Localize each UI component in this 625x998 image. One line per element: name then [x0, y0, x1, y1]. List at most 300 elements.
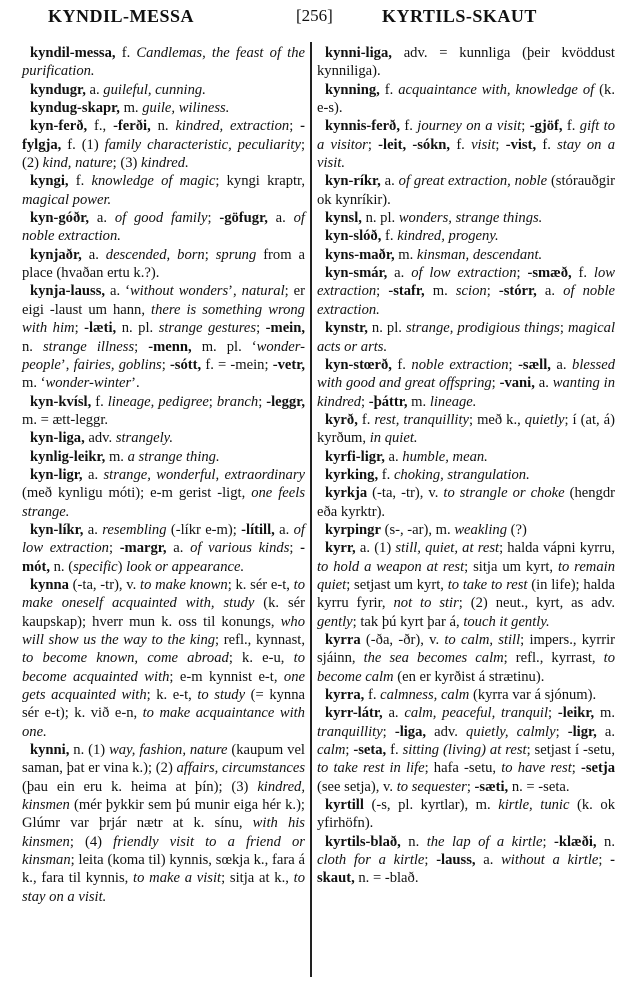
definition-text: magical acts or arts. — [317, 320, 616, 355]
definition-text: of noble extraction. — [317, 283, 616, 318]
headword: kyn-ligr, — [30, 466, 83, 483]
text: f. — [379, 81, 399, 98]
text: ; — [134, 338, 149, 355]
definition-text: strangely. — [115, 430, 173, 447]
text: (-ta, -tr), v. — [367, 485, 444, 502]
text: ; — [258, 393, 267, 410]
column-divider — [310, 42, 312, 977]
definition-text: to study — [197, 687, 246, 704]
definition-text: to take rest in life — [317, 760, 425, 777]
text: f. — [378, 466, 394, 483]
definition-text: to become calm — [317, 650, 615, 685]
headword: -klæði, — [554, 833, 597, 850]
definition-text: to strangle or choke — [443, 485, 565, 502]
headword: kyrtils-blað, — [325, 833, 401, 850]
headword: kyn-slóð, — [325, 228, 382, 245]
dictionary-entry — [317, 117, 615, 172]
headword: kyndil-messa, — [30, 45, 116, 61]
dictionary-entry — [317, 521, 615, 539]
text: ; leita (koma til) kynnis, sœkja k., fara á k., fara til kynnis, — [22, 852, 305, 887]
headword: kyndugr, — [30, 81, 86, 98]
text: ; — [208, 393, 217, 410]
headword: -sæll, — [518, 356, 551, 373]
text: ; í (at, á) kyrðum, — [317, 411, 615, 447]
text: a. — [83, 521, 103, 538]
text: (k. e-s). — [317, 81, 615, 117]
text: m. = ætt-leggr. — [22, 411, 109, 428]
text: ; refl., kyrrast, — [503, 650, 604, 667]
dictionary-entry — [22, 282, 305, 392]
text: ; (4) — [69, 833, 114, 850]
text: m. — [424, 283, 456, 300]
definition-text: fairies, goblins — [73, 356, 162, 373]
definition-text: to stay on a visit. — [22, 870, 305, 905]
definition-text: guileful, cunning. — [103, 81, 206, 98]
text: f. — [562, 118, 580, 135]
text: ’, — [228, 283, 242, 300]
definition-text: kinsman, descendant. — [416, 246, 543, 263]
definition-text: of low extraction — [22, 521, 305, 557]
definition-text: scion — [455, 283, 487, 300]
definition-text: to take to rest — [447, 576, 528, 593]
text: ; — [382, 723, 395, 740]
definition-text: lineage, pedigree — [107, 393, 209, 410]
text: ; — [466, 778, 475, 795]
text: f., — [87, 118, 114, 135]
dictionary-entry — [22, 429, 305, 447]
headword: kyn-kvísl, — [30, 393, 92, 410]
definition-text: blessed with good and great offspring — [317, 356, 615, 392]
text: f. — [391, 356, 412, 373]
definition-text: branch — [216, 393, 259, 410]
text: adv. — [84, 430, 116, 447]
definition-text: of good family — [114, 210, 208, 227]
text: n. = -seta. — [508, 778, 570, 795]
headword: -mót, — [22, 540, 305, 575]
text: (með kynligu móti); e-m gerist -ligt, — [22, 485, 252, 502]
headword: -stafr, — [388, 283, 425, 300]
text: f. = -mein; — [201, 356, 273, 373]
text: ; — [542, 833, 555, 850]
definition-text: lineage. — [429, 393, 477, 410]
definition-text: quietly — [524, 411, 565, 428]
definition-text: kindred. — [141, 155, 189, 172]
definition-text: to make oneself acquainted with, study — [22, 576, 305, 612]
text: (-ða, -ðr), v. — [360, 632, 445, 648]
definition-text: to become acquainted with — [22, 650, 305, 685]
definition-text: noble extraction — [411, 356, 509, 373]
headword: -stórr, — [498, 283, 537, 300]
text: a. ‘ — [105, 283, 130, 300]
headword: kynnis-ferð, — [325, 118, 400, 135]
definition-text: wonder-people — [22, 338, 306, 373]
text: ; sitja um kyrt, — [464, 558, 558, 575]
definition-text: in quiet. — [369, 430, 418, 447]
definition-text: choking, strangulation. — [393, 466, 530, 483]
text: (-ta, -tr), v. — [68, 576, 141, 593]
headword: -lítill, — [241, 521, 275, 538]
headword: -skaut, — [317, 852, 615, 887]
headword: -smæð, — [527, 265, 572, 282]
text: ; setjast um kyrt, — [346, 576, 448, 593]
dictionary-entry — [22, 117, 305, 172]
text: f. — [386, 742, 403, 759]
definition-text: to make known — [140, 576, 228, 593]
text: a. — [536, 283, 564, 300]
definition-text: of low extraction — [411, 265, 517, 282]
text: a. — [387, 265, 412, 282]
headword: -vani, — [499, 375, 535, 392]
headword: kyrra, — [325, 687, 365, 704]
text: ; — [571, 760, 581, 777]
headword: kynning, — [325, 81, 380, 98]
dictionary-entry — [317, 539, 615, 631]
text: f. — [536, 136, 558, 153]
headword: -vetr, — [272, 356, 305, 373]
definition-text: not to stir — [393, 595, 459, 612]
definition-text: calm, peaceful, tranquil — [404, 705, 549, 722]
definition-text: resembling — [102, 521, 167, 538]
dictionary-entry — [317, 631, 615, 686]
headword: kyn-smár, — [325, 265, 388, 282]
dictionary-entry — [22, 246, 305, 283]
definition-text: kind, nature — [42, 155, 113, 172]
text: a. — [85, 81, 104, 98]
text: ; kyngi kraptr, — [215, 173, 305, 190]
text: n. pl. — [361, 210, 399, 227]
text: ; — [521, 118, 530, 135]
headword: kyn-góðr, — [30, 210, 90, 227]
text: a. — [382, 705, 405, 722]
definition-text: friendly visit to a friend or kinsman — [22, 833, 305, 869]
headword: kyrfi-ligr, — [325, 448, 385, 465]
headword: kynlig-leikr, — [30, 448, 106, 465]
text: a. — [534, 375, 553, 392]
headword: kyndug-skapr, — [30, 100, 120, 117]
text: ; — [424, 852, 437, 869]
dictionary-entry — [22, 521, 305, 576]
text: ; — [361, 393, 369, 410]
definition-text: strange, prodigious things — [405, 320, 560, 337]
text: a. — [475, 852, 502, 869]
text: m. ‘ — [22, 375, 46, 392]
headword: kynni-liga, — [325, 45, 392, 61]
text: ; k. e-u, — [228, 650, 294, 667]
dictionary-entry — [22, 99, 305, 117]
definition-text: family characteristic, peculiarity — [104, 136, 301, 153]
definition-text: one feels strange. — [22, 485, 305, 520]
text: ; — [108, 540, 120, 557]
definition-text: weakling — [454, 521, 508, 538]
text: ; — [491, 375, 500, 392]
dictionary-entry — [317, 319, 615, 356]
text: f. — [91, 393, 108, 410]
definition-text: kindred, progeny. — [397, 228, 499, 245]
left-column — [22, 44, 305, 906]
text: adv. — [426, 723, 467, 740]
definition-text: to remain quiet — [317, 558, 615, 593]
text: n. ( — [49, 558, 74, 575]
text: n. pl. — [116, 320, 159, 337]
headword: -læti, — [84, 320, 117, 337]
text: (k. sér kaupskap); hverr mun k. oss til konungs, — [22, 595, 305, 630]
text: m. — [105, 448, 128, 465]
definition-text: look or appearance. — [126, 558, 245, 575]
definition-text: stay on a visit. — [317, 136, 616, 172]
text: ; — [161, 356, 170, 373]
text: ; — [74, 320, 85, 337]
dictionary-entry — [317, 686, 615, 704]
definition-text: to sequester — [396, 778, 467, 795]
headword: -menn, — [148, 338, 192, 355]
text: f. (1) — [61, 136, 105, 153]
text: ; halda vápni kyrru, — [499, 540, 615, 557]
definition-text: sitting (living) at rest — [402, 742, 527, 759]
text: ; er eigi -laust um hann, — [22, 283, 305, 318]
text: (= kynna sér e-t); k. við e-n, — [22, 687, 305, 722]
headword: -göfugr, — [219, 210, 268, 227]
dictionary-entry — [22, 741, 305, 906]
text: f. — [357, 411, 375, 428]
text: m. pl. ‘ — [191, 338, 257, 355]
definition-text: rest, tranquillity — [374, 411, 470, 428]
text: ’, — [60, 356, 74, 373]
text: ; — [207, 210, 220, 227]
definition-text: quietly, calmly — [466, 723, 556, 740]
definition-text: descended, born — [105, 246, 205, 263]
text: f. — [364, 687, 381, 704]
text: (-s, pl. kyrtlar), m. — [363, 797, 499, 814]
text: ; — [548, 705, 558, 722]
headword: -ligr, — [567, 723, 597, 740]
dictionary-entry — [317, 448, 615, 466]
definition-text: kirtle, tunic — [498, 797, 570, 814]
definition-text: strange, wonderful, extraordinary — [103, 466, 305, 483]
text: f. — [68, 173, 92, 190]
headword: kyn-líkr, — [30, 521, 84, 538]
text: (k. ok yfirhöfn). — [317, 797, 615, 832]
definition-text: a strange thing. — [127, 448, 220, 465]
definition-text: gently — [317, 613, 353, 630]
dictionary-entry — [317, 246, 615, 264]
definition-text: low extraction — [317, 265, 615, 300]
text: ; — [559, 320, 568, 337]
right-column — [317, 44, 615, 888]
headword: -ferði, — [113, 118, 151, 135]
text: (see setja), v. — [317, 778, 397, 795]
definition-text: without a kirtle — [501, 852, 599, 869]
definition-text: journey on a visit — [417, 118, 522, 135]
definition-text: cloth for a kirtle — [317, 852, 425, 869]
text: f. — [115, 45, 137, 61]
text: (hengdr eða kyrktr). — [317, 485, 615, 520]
text: ; — [598, 852, 611, 869]
definition-text: guile, wiliness. — [142, 100, 230, 117]
definition-text: to make a visit — [133, 870, 222, 887]
headword: -liga, — [394, 723, 427, 740]
text: a. — [267, 210, 294, 227]
right-guide-word: KYRTILS-SKAUT — [382, 6, 537, 26]
text: a. — [550, 356, 573, 373]
headword: kynja-lauss, — [30, 283, 106, 300]
dictionary-entry — [22, 393, 305, 430]
headword: kyn-ferð, — [30, 118, 88, 135]
definition-text: without wonders — [129, 283, 229, 300]
text: (mér þykkir sem þú munir eiga hér k.); Glúmr var þrjár nætr at k. sínu, — [22, 797, 305, 832]
headword: kyn-stœrð, — [325, 356, 392, 373]
page-number: [256] — [296, 6, 333, 25]
text: ; — [508, 356, 519, 373]
dictionary-entry — [317, 484, 615, 521]
text: m. — [407, 393, 430, 410]
headword: kyrr-látr, — [325, 705, 383, 722]
text: (kaupum vel saman, þat er vina k.); (2) — [22, 742, 305, 777]
dictionary-entry — [317, 81, 615, 118]
headword: -fylgja, — [22, 118, 305, 153]
text: n. = -blað. — [354, 870, 419, 887]
definition-text: calmness, calm — [380, 687, 470, 704]
headword: kyrtill — [325, 797, 364, 814]
headword: kyrra — [325, 632, 361, 648]
text: ; sitja at k., — [221, 870, 294, 887]
text: n. (1) — [69, 742, 110, 759]
definition-text: specific — [73, 558, 118, 575]
text: ’. — [131, 375, 140, 392]
dictionary-entry — [317, 356, 615, 411]
dictionary-entry — [317, 209, 615, 227]
headword: kyrpingr — [325, 521, 381, 538]
headword: kyngi, — [30, 173, 69, 190]
definition-text: to hold a weapon at rest — [317, 558, 465, 575]
definition-text: way, fashion, nature — [109, 742, 228, 759]
text: a. — [81, 246, 106, 263]
text: n. — [22, 338, 43, 355]
headword: kynsl, — [325, 210, 362, 227]
text: ; — [495, 136, 506, 153]
definition-text: of great extraction, noble — [398, 173, 548, 190]
text: ; setjast í -setu, — [526, 742, 615, 759]
text: ; hafa -setu, — [424, 760, 502, 777]
dictionary-entry — [317, 833, 615, 888]
definition-text: tranquillity — [317, 723, 383, 740]
definition-text: touch it gently. — [463, 613, 550, 630]
headword: -leit, -sókn, — [378, 136, 451, 153]
dictionary-entry — [22, 466, 305, 521]
text: a. — [380, 173, 399, 190]
headword: kynstr, — [325, 320, 368, 337]
headword: -sæti, — [474, 778, 509, 795]
definition-text: there is something wrong with him — [22, 301, 305, 337]
definition-text: acquaintance with, knowledge of — [398, 81, 595, 98]
dictionary-entry — [317, 227, 615, 245]
dictionary-entry — [317, 411, 615, 448]
definition-text: visit — [471, 136, 496, 153]
text: f. — [571, 265, 594, 282]
headword: kynni, — [30, 742, 70, 759]
dictionary-entry — [317, 466, 615, 484]
text: ; — [289, 540, 301, 557]
text: (-líkr e-m); — [166, 521, 242, 538]
left-guide-word: KYNDIL-MESSA — [48, 6, 195, 26]
text: (?) — [507, 521, 527, 538]
headword: -gjöf, — [529, 118, 563, 135]
text: a. — [596, 723, 616, 740]
text: a. — [166, 540, 191, 557]
text: ; — [289, 118, 301, 135]
text: ; með k., — [469, 411, 525, 428]
definition-text: one gets acquainted with — [22, 668, 305, 704]
headword: kyn-liga, — [30, 430, 85, 447]
headword: -mein, — [265, 320, 305, 337]
text: ; e-m kynnist e-t, — [169, 668, 284, 685]
definition-text: knowledge of magic — [91, 173, 216, 190]
headword: -þáttr, — [368, 393, 408, 410]
dictionary-entry — [22, 448, 305, 466]
headword: -lauss, — [436, 852, 476, 869]
text: ; impers., kyrrir sjáinn, — [317, 632, 615, 667]
text: ; (3) — [112, 155, 142, 172]
text: ; — [516, 265, 528, 282]
text: ; (2) — [22, 136, 305, 172]
definition-text: Candlemas, the feast of the purification. — [22, 45, 305, 80]
text: ; — [367, 136, 379, 153]
headword: kynjaðr, — [30, 246, 82, 263]
text: ; refl., kynnast, — [215, 632, 305, 648]
text: f. — [450, 136, 472, 153]
text: f. — [381, 228, 398, 245]
definition-text: wonder-winter — [45, 375, 132, 392]
headword: kyrking, — [325, 466, 379, 483]
definition-text: the lap of a kirtle — [426, 833, 543, 850]
text: m. — [594, 705, 615, 722]
headword: kyrkja — [325, 485, 368, 502]
dictionary-entry — [317, 44, 615, 81]
running-header — [0, 6, 625, 32]
definition-text: of various kinds — [190, 540, 290, 557]
text: (kyrra var á sjónum). — [469, 687, 597, 704]
text: a. — [82, 466, 104, 483]
definition-text: kindred, kinsmen — [22, 778, 305, 814]
definition-text: who will show us the way to the king — [22, 613, 305, 648]
headword: -leggr, — [266, 393, 305, 410]
text: ) — [117, 558, 127, 575]
definition-text: with his kinsmen — [22, 815, 305, 850]
text: ; — [555, 723, 568, 740]
headword: kyrð, — [325, 411, 358, 428]
text: (en er kyrðist á strætinu). — [393, 668, 545, 685]
definition-text: to make acquaintance with one. — [22, 705, 305, 740]
text: ; — [256, 320, 266, 337]
definition-text: calm — [317, 742, 346, 759]
text: ; tak þú kyrt þar á, — [352, 613, 464, 630]
text: (s-, -ar), m. — [380, 521, 455, 538]
headword: kyrr, — [325, 540, 356, 557]
definition-text: to calm, still — [444, 632, 521, 648]
text: ; — [204, 246, 216, 263]
headword: kyn-ríkr, — [325, 173, 381, 190]
text: ; (2) neut., kyrt, as adv. — [458, 595, 616, 612]
text: (stórauðgir ok kynríkir). — [317, 173, 615, 208]
text: ; k. e-t, — [146, 687, 198, 704]
headword: -setja — [580, 760, 616, 777]
definition-text: wanting in kindred — [317, 375, 615, 410]
text: m. — [119, 100, 143, 117]
definition-text: natural — [241, 283, 285, 300]
text: m. — [394, 246, 417, 263]
headword: kynna — [30, 576, 69, 593]
dictionary-entry — [22, 81, 305, 99]
text: (in life); halda kyrru fyrir, — [317, 576, 616, 612]
